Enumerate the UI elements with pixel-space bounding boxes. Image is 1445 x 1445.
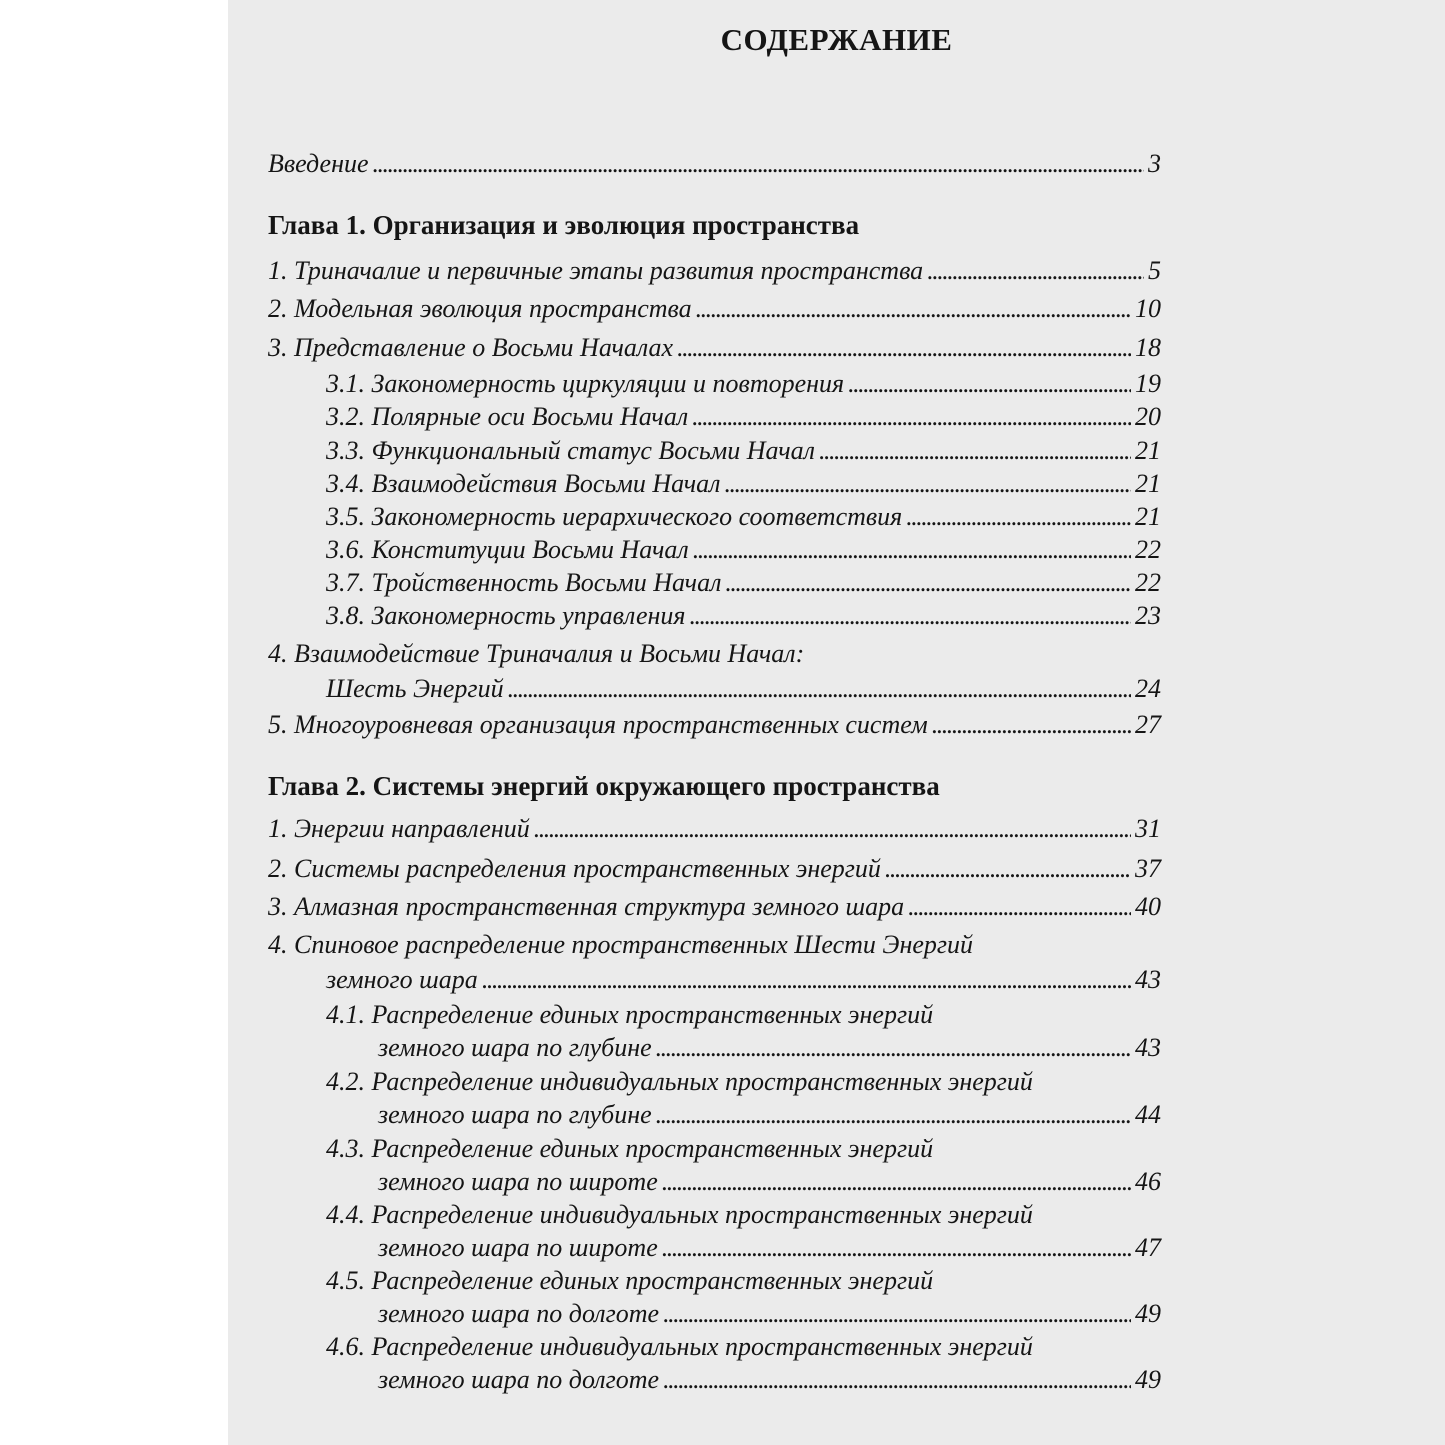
chapter-2-heading: Глава 2. Системы энергий окружающего пространства [268, 771, 940, 801]
leader-dots [908, 890, 1131, 924]
toc-entry-page: 22 [1135, 568, 1161, 597]
toc-subentry-label: 4.1. Распределение единых пространственных энергий [326, 1000, 934, 1029]
leader-dots [677, 331, 1131, 365]
toc-subentry-label: 4.2. Распределение индивидуальных пространственных энергий [326, 1067, 1033, 1096]
leader-dots [656, 1031, 1131, 1065]
leader-dots [819, 434, 1131, 468]
toc-entry [326, 963, 1161, 997]
toc-subentry [378, 1231, 1161, 1265]
toc-subentry [326, 400, 1161, 434]
leader-dots [662, 1165, 1131, 1199]
leader-dots [508, 672, 1131, 706]
toc-entry-label: 3.4. Взаимодействия Восьми Начал [326, 469, 721, 498]
leader-dots [725, 467, 1132, 501]
toc-entry-label: 3.6. Конституции Восьми Начал [326, 535, 689, 564]
toc-entry-page: 21 [1135, 469, 1161, 498]
toc-subentry [378, 1031, 1161, 1065]
toc-subentry [378, 1363, 1161, 1397]
leader-dots [482, 963, 1131, 997]
leader-dots [656, 1098, 1131, 1132]
toc-entry-page: 49 [1135, 1299, 1161, 1328]
toc-subentry [326, 533, 1161, 567]
toc-entry-label: 3.2. Полярные оси Восьми Начал [326, 402, 689, 431]
leader-dots [906, 500, 1131, 534]
toc-entry-page: 31 [1135, 814, 1161, 843]
toc-subentry-label: 4.3. Распределение единых пространственных энергий [326, 1134, 934, 1163]
toc-entry-page: 46 [1135, 1167, 1161, 1196]
toc-entry-label: 1. Энергии направлений [268, 814, 530, 843]
leader-dots [662, 1231, 1131, 1265]
toc-entry-page: 20 [1135, 402, 1161, 431]
toc-entry [268, 812, 1161, 846]
leader-dots [696, 292, 1131, 326]
toc-entry-label: земного шара по широте [378, 1233, 658, 1262]
toc-entry-label: 4. Взаимодействие Триначалия и Восьми Начал: [268, 639, 805, 668]
leader-dots [725, 566, 1131, 600]
toc-subentry [326, 367, 1161, 401]
toc-subentry [378, 1297, 1161, 1331]
toc-entry-page: 21 [1135, 502, 1161, 531]
toc-subentry [378, 1165, 1161, 1199]
toc-entry-label: 1. Триначалие и первичные этапы развития пространства [268, 256, 924, 285]
toc-entry-label: 3.1. Закономерность циркуляции и повторения [326, 369, 845, 398]
toc-entry-label: Введение [268, 149, 369, 178]
leader-dots [848, 367, 1131, 401]
toc-entry [268, 292, 1161, 326]
toc-entry-page: 44 [1135, 1100, 1161, 1129]
leader-dots [692, 400, 1131, 434]
toc-entry-label: 3.7. Тройственность Восьми Начал [326, 568, 722, 597]
toc-entry-label: земного шара по глубине [378, 1100, 652, 1129]
toc-entry-label: 4. Спиновое распределение пространственных Шести Энергий [268, 930, 974, 959]
toc-entry-label: 3.8. Закономерность управления [326, 601, 686, 630]
toc-entry-page: 27 [1135, 710, 1161, 739]
toc-subentry [326, 599, 1161, 633]
toc-entry-label: 3. Представление о Восьми Началах [268, 333, 674, 362]
toc-entry-label: земного шара по глубине [378, 1033, 652, 1062]
leader-dots [927, 254, 1144, 288]
toc-entry [268, 708, 1161, 742]
toc-subentry [326, 434, 1161, 468]
toc-entry-page: 49 [1135, 1365, 1161, 1394]
toc-entry-label: земного шара по долготе [378, 1365, 660, 1394]
leader-dots [663, 1297, 1131, 1331]
toc-subentry [326, 467, 1161, 501]
toc-entry-page: 40 [1135, 892, 1161, 921]
toc-entry [326, 672, 1161, 706]
toc-entry [268, 890, 1161, 924]
leader-dots [663, 1363, 1131, 1397]
toc-entry-label: 3. Алмазная пространственная структура земного шара [268, 892, 905, 921]
toc-subentry-label: 4.5. Распределение единых пространственных энергий [326, 1266, 934, 1295]
toc-entry-page: 47 [1135, 1233, 1161, 1262]
toc-subentry [378, 1098, 1161, 1132]
toc-entry-page: 23 [1135, 601, 1161, 630]
book-page [228, 0, 1445, 1445]
toc-entry-page: 10 [1135, 294, 1161, 323]
toc-entry-label: 5. Многоуровневая организация пространственных систем [268, 710, 928, 739]
toc-entry [268, 331, 1161, 365]
toc-entry-page: 43 [1135, 1033, 1161, 1062]
toc-entry-page: 24 [1135, 674, 1161, 703]
toc-entry-label: земного шара по широте [378, 1167, 658, 1196]
toc-entry-page: 21 [1135, 436, 1161, 465]
toc-entry-page: 5 [1148, 256, 1161, 285]
toc-entry-page: 3 [1148, 149, 1161, 178]
leader-dots [932, 708, 1131, 742]
toc-entry-page: 18 [1135, 333, 1161, 362]
toc-subentry-label: 4.6. Распределение индивидуальных пространственных энергий [326, 1332, 1033, 1361]
toc-entry-page: 22 [1135, 535, 1161, 564]
toc-subentry [326, 566, 1161, 600]
leader-dots [373, 147, 1144, 181]
toc-entry-label: 3.5. Закономерность иерархического соответствия [326, 502, 903, 531]
toc-entry-page: 43 [1135, 965, 1161, 994]
page-title: СОДЕРЖАНИЕ [720, 22, 953, 57]
toc-entry-intro [268, 147, 1161, 181]
leader-dots [689, 599, 1131, 633]
leader-dots [885, 852, 1131, 886]
toc-entry-page: 37 [1135, 854, 1161, 883]
toc-entry-label: земного шара по долготе [378, 1299, 660, 1328]
toc-subentry-label: 4.4. Распределение индивидуальных пространственных энергий [326, 1200, 1033, 1229]
leader-dots [693, 533, 1131, 567]
chapter-1-heading: Глава 1. Организация и эволюция пространства [268, 210, 860, 240]
toc-entry-label: 2. Системы распределения пространственных энергий [268, 854, 881, 883]
toc-entry-label: 2. Модельная эволюция пространства [268, 294, 692, 323]
toc-entry-page: 19 [1135, 369, 1161, 398]
toc-entry-label: земного шара [326, 965, 478, 994]
toc-entry-label: 3.3. Функциональный статус Восьми Начал [326, 436, 815, 465]
toc-subentry [326, 500, 1161, 534]
toc-entry [268, 254, 1161, 288]
leader-dots [534, 812, 1131, 846]
toc-entry [268, 852, 1161, 886]
toc-entry-label: Шесть Энергий [326, 674, 504, 703]
